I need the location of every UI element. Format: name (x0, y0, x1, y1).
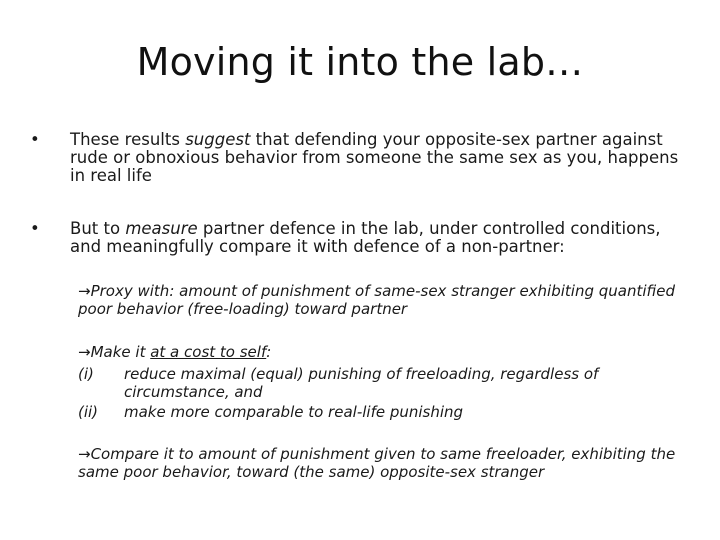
sub-point-proxy (78, 282, 678, 318)
bullet-text-emphasis: suggest (185, 130, 251, 149)
bullet-text-pre: These results (70, 130, 186, 149)
bullet-text-post: partner defence in the lab, under controlled conditions, and meaningfully compare it with defence of a non-partner: (70, 219, 661, 256)
sub-point-compare (78, 445, 678, 481)
bullet-text-emphasis: measure (125, 219, 198, 238)
slide-title: Moving it into the lab… (136, 40, 584, 84)
bullet-results (30, 131, 680, 185)
arrow-right-icon: → (78, 282, 91, 300)
bullet-text-pre: But to (70, 219, 126, 238)
list-item-text: make more comparable to real-life punishing (124, 403, 464, 421)
bullet-dot: • (30, 219, 40, 238)
bullet-dot: • (30, 130, 40, 149)
arrow-right-icon: → (78, 445, 91, 463)
bullet-text (70, 220, 680, 256)
arrow-right-icon: → (78, 343, 91, 361)
sub-point-cost (78, 343, 678, 361)
list-item-number: (ii) (78, 403, 99, 421)
bullet-text-post: that defending your opposite-sex partner against rude or obnoxious behavior from someone the same sex as you, happens in real life (70, 130, 679, 185)
list-item (78, 365, 678, 401)
sub-point-text: Proxy with: amount of punishment of same-sex stranger exhibiting quantified poor behavior (free-loading) toward partner (78, 282, 675, 318)
list-item-number: (i) (78, 365, 94, 383)
sub-point-text-pre: Make it (90, 343, 151, 361)
sub-point-text: Compare it to amount of punishment given to same freeloader, exhibiting the same poor behavior, toward (the same) opposite-sex stranger (78, 445, 676, 481)
sub-point-text-underlined: at a cost to self (150, 343, 267, 361)
sub-point-text-post: : (266, 343, 272, 361)
list-item (78, 403, 678, 421)
bullet-measure (30, 220, 680, 256)
bullet-text (70, 131, 680, 185)
list-item-text: reduce maximal (equal) punishing of freeloading, regardless of circumstance, and (124, 365, 599, 401)
